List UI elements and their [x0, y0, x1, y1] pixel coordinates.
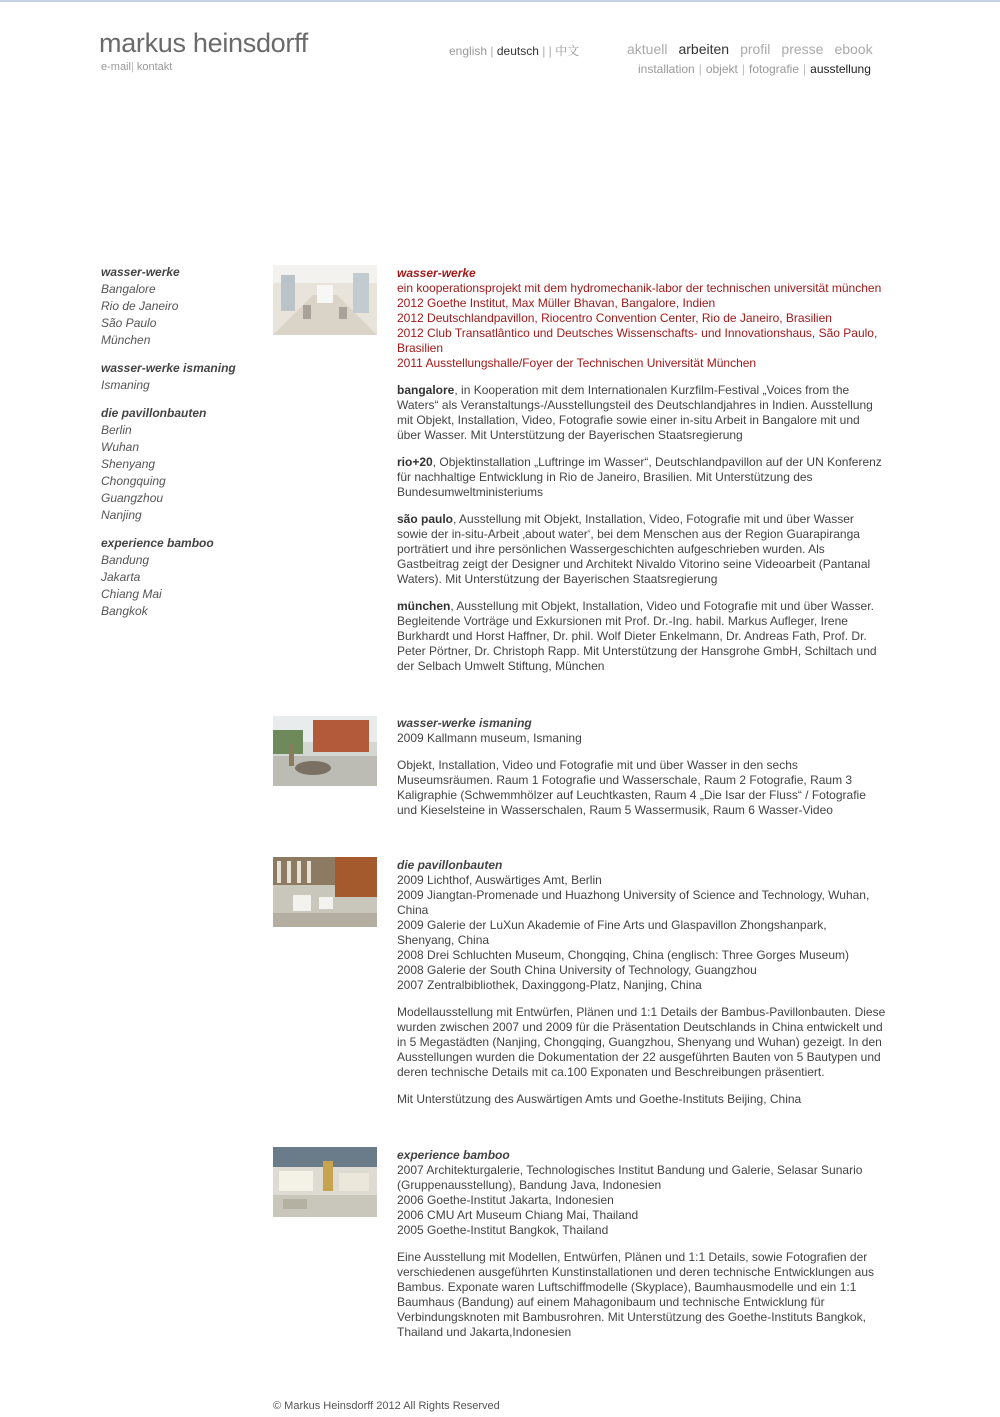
- subnav-objekt[interactable]: objekt: [705, 62, 738, 76]
- section-line: 2006 Goethe-Institut Jakarta, Indonesien: [397, 1193, 614, 1207]
- paragraph-lead: münchen: [397, 599, 451, 613]
- sidebar-group-pavillonbauten: [101, 405, 261, 524]
- site-title[interactable]: markus heinsdorff: [99, 28, 309, 58]
- lang-english[interactable]: english: [449, 44, 488, 58]
- subnav-installation[interactable]: installation: [638, 62, 695, 76]
- contact-links: [101, 61, 172, 73]
- paragraph-rio: [397, 455, 887, 500]
- sidebar-item[interactable]: Bangalore: [101, 282, 156, 296]
- paragraph-text: , Objektinstallation „Luftringe im Wasser“, Deutschlandpavillon auf der UN Konferenz für nachhaltige Entwicklung in Rio de Janeiro, Brasilien. Mit Unterstützung des Bundesumweltministeriums: [397, 455, 882, 499]
- section-wasser-werke: [397, 266, 887, 686]
- sidebar-heading[interactable]: wasser-werke ismaning: [101, 361, 236, 375]
- sidebar-item[interactable]: Bandung: [101, 553, 150, 567]
- sidebar-item[interactable]: Wuhan: [101, 440, 140, 454]
- sidebar-item[interactable]: Bangkok: [101, 604, 148, 618]
- paragraph-sao-paulo: [397, 512, 887, 587]
- section-line: 2006 CMU Art Museum Chiang Mai, Thailand: [397, 1208, 639, 1222]
- sidebar-item[interactable]: Jakarta: [101, 570, 141, 584]
- sidebar-item[interactable]: Chongquing: [101, 474, 166, 488]
- paragraph-text: Eine Ausstellung mit Modellen, Entwürfen, Plänen und 1:1 Details, sowie Fotografien der verschiedenen ausgeführten Kunstinstallationen und deren technische Entwicklungen aus Bambus. Exponate waren Luftschiffmodelle (Skyplace), Baumhausmodelle und ein 1:1 Baumhaus (Bandung) auf einem Mahagonibaum und technische Entwicklung für Verbindungsknoten mit Bambusrohren. Mit Unterstützung des Goethe-Instituts Bangkok, Thailand und Jakarta,Indonesien: [397, 1250, 874, 1339]
- thumbnail-wasser-werke[interactable]: [273, 265, 377, 335]
- sidebar-item[interactable]: Guangzhou: [101, 491, 164, 505]
- paragraph-text: , in Kooperation mit dem Internationalen Kurzfilm-Festival „Voices from the Waters“ als Veranstaltungs-/Ausstellungsteil des Deutschlandjahres in Indien. Ausstellung mit Objekt, Installation, Video, Fotografie sowie einer in-situ Arbeit in Bangalore mit und über Wasser. Mit Unterstützung der Bayerischen Staatsregierung: [397, 383, 873, 442]
- paragraph-lead: rio+20: [397, 455, 433, 469]
- sidebar-heading[interactable]: die pavillonbauten: [101, 406, 207, 420]
- separator: |: [741, 62, 745, 76]
- section-title: die pavillonbauten: [397, 858, 503, 872]
- main-nav: [627, 41, 873, 57]
- section-line: 2007 Zentralbibliothek, Daxinggong-Platz, Nanjing, China: [397, 978, 702, 992]
- paragraph-text: Modellausstellung mit Entwürfen, Plänen und 1:1 Details der Bambus-Pavillonbauten. Diese wurden zwischen 2007 und 2009 für die Präsentation Deutschlands in China entwickelt und in 5 Megastädten (Nanjing, Chongqing, Guangzhou, Shenyang und Wuhan) gezeigt. In den Ausstellungen wurden die Dokumentation der 22 ausgeführten Bauten von 5 Bautypen und deren technische Details mit ca.100 Exponaten und Beschreibungen präsentiert.: [397, 1005, 886, 1079]
- lang-deutsch[interactable]: deutsch: [496, 44, 539, 58]
- photo-outdoor-sculpture: [273, 716, 377, 786]
- subnav-fotografie[interactable]: fotografie: [748, 62, 800, 76]
- nav-presse[interactable]: presse: [781, 41, 824, 57]
- separator: | |: [542, 44, 552, 58]
- sidebar-group-wasser-werke: [101, 264, 261, 349]
- section-line: 2012 Deutschlandpavillon, Riocentro Convention Center, Rio de Janeiro, Brasilien: [397, 311, 832, 325]
- photo-gallery-interior: [273, 265, 377, 335]
- section-line: 2012 Goethe Institut, Max Müller Bhavan, Bangalore, Indien: [397, 296, 716, 310]
- paragraph-text: , Ausstellung mit Objekt, Installation, Video, Fotografie mit und über Wasser sowie der in-situ-Arbeit ‚about water‘, bei dem Menschen aus der Region Guarapiranga porträtiert und ihre persönlichen Wassergeschichten aufgeschrieben wurden. Als Gastbeitrag zeigt der Designer und Architekt Nivaldo Vitorino seine Videoarbeit (Pantanal Waters). Mit Unterstützung der Bayerischen Staatsregierung: [397, 512, 871, 586]
- sidebar-item[interactable]: Berlin: [101, 423, 132, 437]
- email-link[interactable]: e-mail: [101, 61, 131, 73]
- paragraph-bangalore: [397, 383, 887, 443]
- nav-arbeiten[interactable]: arbeiten: [678, 41, 730, 57]
- contact-link[interactable]: kontakt: [136, 61, 173, 73]
- nav-aktuell[interactable]: aktuell: [627, 41, 668, 57]
- section-line: 2005 Goethe-Institut Bangkok, Thailand: [397, 1223, 609, 1237]
- separator: |: [698, 62, 702, 76]
- sidebar-heading[interactable]: experience bamboo: [101, 536, 214, 550]
- section-line: 2009 Lichthof, Auswärtiges Amt, Berlin: [397, 873, 602, 887]
- language-switcher: [449, 42, 579, 59]
- paragraph-muenchen: [397, 599, 887, 674]
- section-line: 2007 Architekturgalerie, Technologisches Institut Bandung und Galerie, Selasar Sunario (Gruppenausstellung), Bandung Java, Indonesien: [397, 1163, 863, 1192]
- section-ismaning: [397, 716, 887, 830]
- photo-models-display: [273, 1147, 377, 1217]
- footer-copyright: © Markus Heinsdorff 2012 All Rights Reserved: [273, 1400, 500, 1412]
- sidebar-group-ismaning: [101, 360, 261, 394]
- paragraph-text: Mit Unterstützung des Auswärtigen Amts und Goethe-Instituts Beijing, China: [397, 1092, 802, 1106]
- section-pavillonbauten: [397, 858, 887, 1119]
- section-title: experience bamboo: [397, 1148, 510, 1162]
- separator: |: [803, 62, 807, 76]
- section-line: 2008 Drei Schluchten Museum, Chongqing, China (englisch: Three Gorges Museum): [397, 948, 850, 962]
- sidebar-item[interactable]: Chiang Mai: [101, 587, 162, 601]
- sidebar-item[interactable]: Nanjing: [101, 508, 142, 522]
- section-line: 2009 Kallmann museum, Ismaning: [397, 731, 582, 745]
- section-line: 2012 Club Transatlântico und Deutsches Wissenschafts- und Innovationshaus, São Paulo, Brasilien: [397, 326, 878, 355]
- thumbnail-bamboo[interactable]: [273, 1147, 377, 1217]
- separator: |: [130, 61, 137, 73]
- section-line: 2009 Galerie der LuXun Akademie of Fine Arts und Glaspavillon Zhongshanpark, Shenyang, China: [397, 918, 827, 947]
- section-title: wasser-werke ismaning: [397, 716, 532, 730]
- thumbnail-ismaning[interactable]: [273, 716, 377, 786]
- sub-nav: [638, 62, 871, 76]
- sidebar-item[interactable]: München: [101, 333, 151, 347]
- section-line: 2011 Ausstellungshalle/Foyer der Technischen Universität München: [397, 356, 757, 370]
- sidebar-item[interactable]: São Paulo: [101, 316, 157, 330]
- section-line: 2008 Galerie der South China University of Technology, Guangzhou: [397, 963, 757, 977]
- sidebar: [101, 264, 261, 631]
- lang-chinese[interactable]: 中文: [555, 44, 580, 58]
- paragraph-lead: são paulo: [397, 512, 454, 526]
- separator: |: [490, 44, 494, 58]
- subnav-ausstellung[interactable]: ausstellung: [810, 62, 871, 76]
- sidebar-item[interactable]: Shenyang: [101, 457, 156, 471]
- photo-exhibition-hall: [273, 857, 377, 927]
- top-border: [0, 0, 1000, 2]
- section-bamboo: [397, 1148, 887, 1352]
- section-title: wasser-werke: [397, 266, 476, 280]
- thumbnail-pavillonbauten[interactable]: [273, 857, 377, 927]
- sidebar-group-bamboo: [101, 535, 261, 620]
- sidebar-heading[interactable]: wasser-werke: [101, 265, 180, 279]
- nav-ebook[interactable]: ebook: [834, 41, 873, 57]
- paragraph-text: Objekt, Installation, Video und Fotografie mit und über Wasser in den sechs Museumsräumen. Raum 1 Fotografie und Wasserschale, Raum 2 Fotografie, Raum 3 Kaligraphie (Schwemmhölzer auf Leuchtkasten, Raum 4 „Die Isar der Fluss“ / Fotografie und Kieselsteine in Wasserschalen, Raum 5 Wassermusik, Raum 6 Wasser-Video: [397, 758, 866, 817]
- section-line: ein kooperationsprojekt mit dem hydromechanik-labor der technischen universität münchen: [397, 281, 882, 295]
- paragraph-lead: bangalore: [397, 383, 455, 397]
- sidebar-item[interactable]: Rio de Janeiro: [101, 299, 179, 313]
- paragraph-text: , Ausstellung mit Objekt, Installation, Video und Fotografie mit und über Wasser. Begleitende Vorträge und Exkursionen mit Prof. Dr.-Ing. habil. Markus Aufleger, Irene Burkhardt und Horst Haffner, Dr. phil. Wolf Dieter Enkelmann, Dr. Andreas Fath, Prof. Dr. Peter Pörtner, Dr. Christoph Rapp. Mit Unterstützung der Hansgrohe GmbH, Schiltach und der Selbach Umwelt Stiftung, München: [397, 599, 877, 673]
- sidebar-item[interactable]: Ismaning: [101, 378, 150, 392]
- section-line: 2009 Jiangtan-Promenade und Huazhong University of Science and Technology, Wuhan, China: [397, 888, 870, 917]
- nav-profil[interactable]: profil: [740, 41, 771, 57]
